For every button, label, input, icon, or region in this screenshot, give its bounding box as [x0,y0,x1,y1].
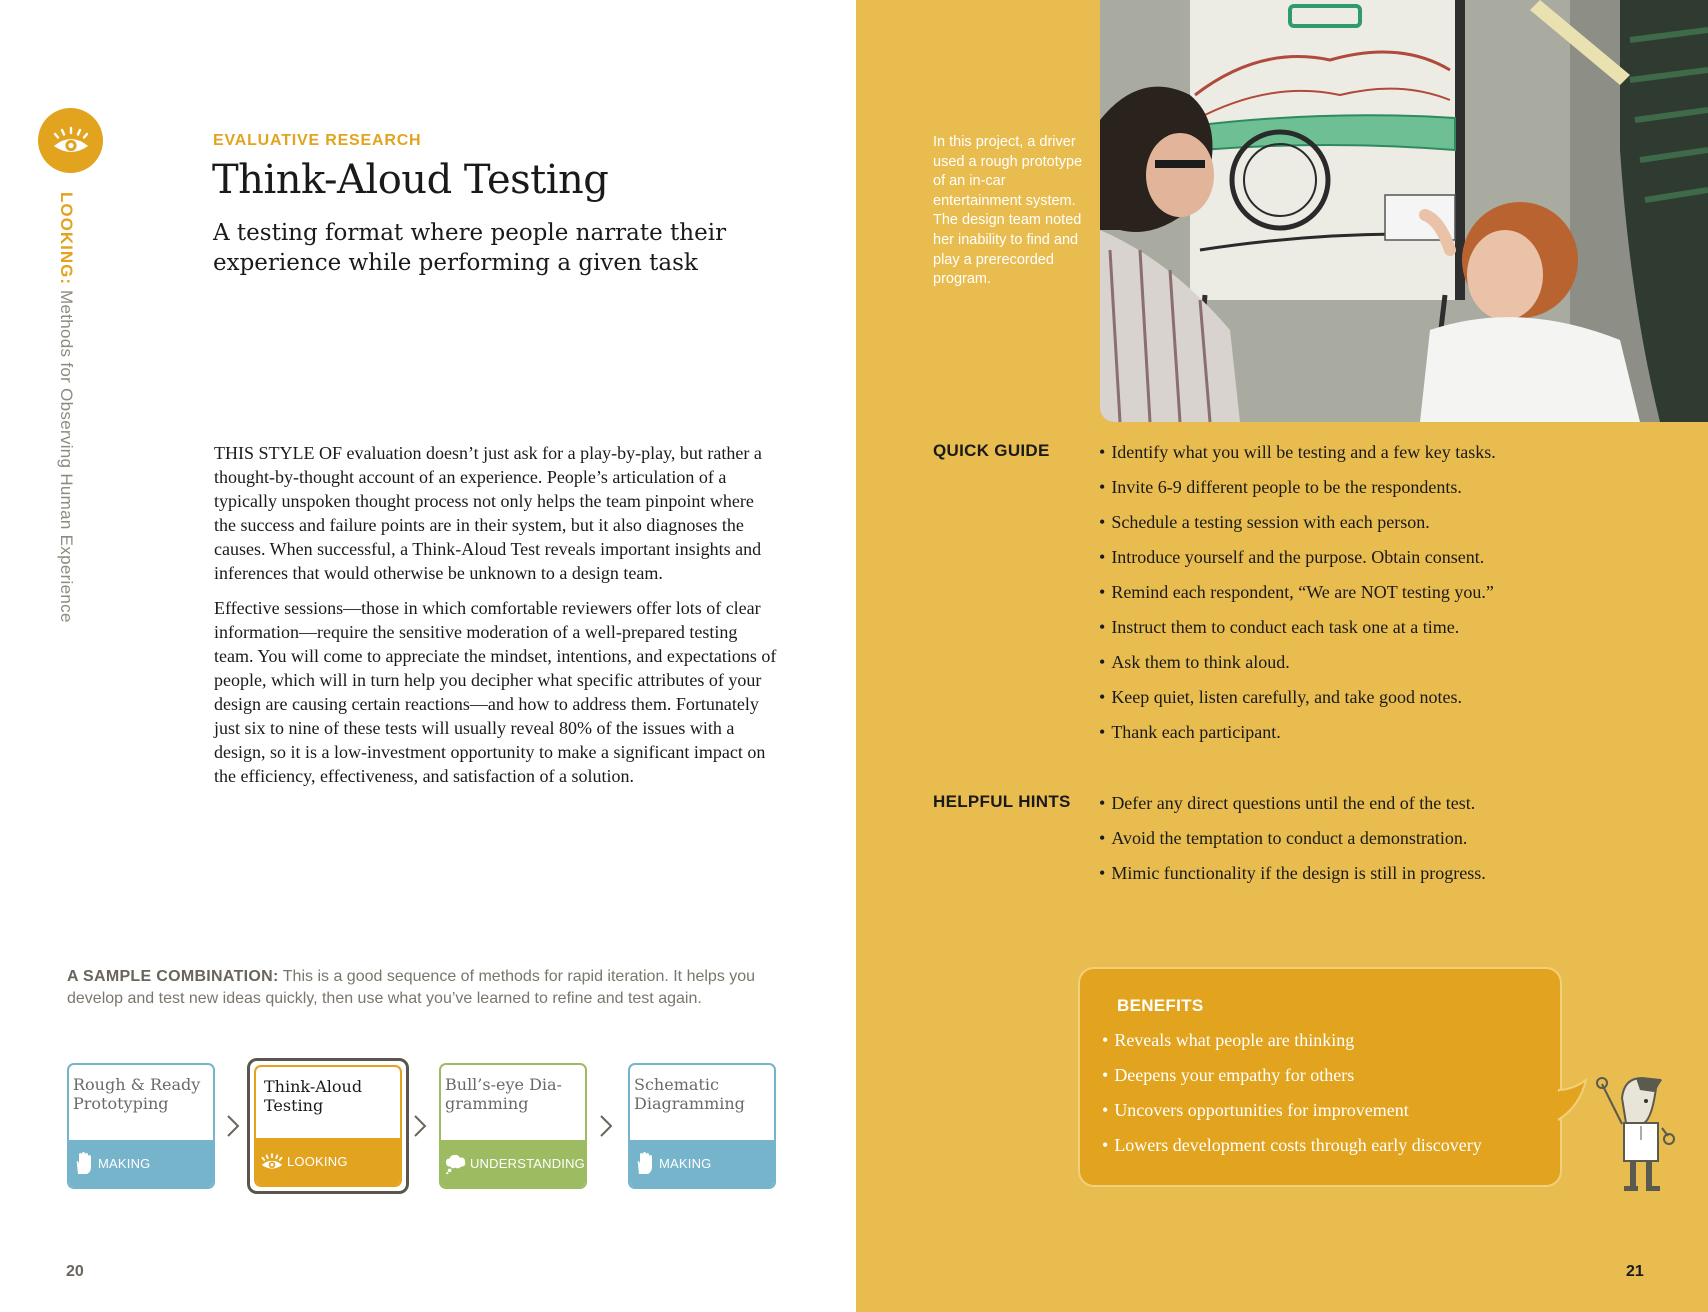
method-card-band [630,1140,774,1187]
list-item: • Instruct them to conduct each task one at a time. [1099,615,1699,650]
thought-bubble-icon [445,1153,467,1175]
list-item: • Introduce yourself and the purpose. Obtain consent. [1099,545,1699,580]
sample-combination-text: This is a good sequence of methods for rapid iteration. It helps you develop and test new ideas quickly, then use what you’ve learned to refine and test again. [67,968,756,1007]
eye-icon [260,1153,284,1171]
method-category-label: MAKING [659,1156,712,1171]
body-paragraph: Effective sessions—those in which comfortable reviewers offer lots of clear information—require the sensitive moderation of a well-prepared testing team. You will come to appreciate the mindset, intentions, and expectations of people, which will in turn help you decipher what specific attributes of your design are causing certain reactions—and how to address them. Fortunately just six to nine of these tests will usually reveal 80% of the issues with a design, so it is a low-investment opportunity to make a significant impact on the efficiency, effectiveness, and satisfaction of a solution. [214,598,777,786]
method-card-think-aloud-testing[interactable] [254,1065,402,1187]
list-item: • Remind each respondent, “We are NOT testing you.” [1099,580,1699,615]
list-item: • Uncovers opportunities for improvement [1102,1098,1482,1133]
eye-icon [51,126,91,156]
method-category-label: UNDERSTANDING [469,1156,585,1171]
sample-combination-lead: A SAMPLE COMBINATION: [67,968,279,985]
looking-badge [38,108,103,173]
chevron-right-icon [224,1113,242,1139]
method-card-schematic-diagramming[interactable] [628,1063,776,1189]
chevron-right-icon [411,1113,429,1139]
side-label-category: LOOKING: [57,192,76,285]
list-item: • Deepens your empathy for others [1102,1063,1482,1098]
benefits-list [1102,1028,1482,1168]
photo-caption: In this project, a driver used a rough prototype of an in-car entertainment system. The design team noted her inability to find and play a prerecorded program. [933,134,1083,288]
list-item: • Schedule a testing session with each person. [1099,510,1699,545]
method-card-title: Think-Aloud Testing [264,1077,363,1115]
body-text [214,441,780,799]
method-card-band [69,1140,213,1187]
method-category-label: LOOKING [287,1154,348,1169]
list-item: • Lowers development costs through early discovery [1102,1133,1482,1168]
list-item: • Avoid the temptation to conduct a demonstration. [1099,826,1699,861]
method-card-bulls-eye-diagramming[interactable] [439,1063,587,1189]
page-number-left: 20 [66,1263,84,1280]
method-category-label: MAKING [98,1156,151,1171]
list-item: • Identify what you will be testing and a few key tasks. [1099,440,1699,475]
method-card-title: Rough & Ready Prototyping [73,1075,201,1113]
quick-guide-list [1099,440,1699,755]
researcher-mascot-icon [1592,1068,1676,1192]
list-item: • Reveals what people are thinking [1102,1028,1482,1063]
helpful-hints-label: HELPFUL HINTS [933,792,1071,811]
eyebrow-label: EVALUATIVE RESEARCH [213,132,422,149]
page-title: Think-Aloud Testing [212,157,609,203]
usability-test-photo [1100,0,1708,422]
hand-icon [73,1152,95,1176]
speech-bubble-tail [1558,1078,1592,1124]
page-subtitle: A testing format where people narrate their experience while performing a given task [213,220,727,276]
benefits-label: BENEFITS [1117,996,1204,1015]
page-number-right: 21 [1626,1263,1644,1280]
benefits-callout [1078,967,1562,1187]
section-side-label [56,192,76,623]
method-card-band [441,1140,585,1187]
sample-combination [67,966,767,1010]
list-item: • Defer any direct questions until the end of the test. [1099,791,1699,826]
helpful-hints-list [1099,791,1699,896]
method-card-title: Bull’s-eye Dia-gramming [445,1075,562,1113]
method-card-title: Schematic Diagramming [634,1075,745,1113]
method-sequence [67,1063,779,1189]
quick-guide-label: QUICK GUIDE [933,441,1050,460]
method-card-band [256,1138,400,1185]
photo-illustration [1100,0,1708,422]
hand-icon [634,1152,656,1176]
list-item: • Thank each participant. [1099,720,1699,755]
side-label-text: Methods for Observing Human Experience [57,290,76,623]
chevron-right-icon [597,1113,615,1139]
body-paragraph: THIS STYLE OF evaluation doesn’t just ask for a play-by-play, but rather a thought-by-thought account of an experience. People’s articulation of a typically unspoken thought process not only helps the team pinpoint where the success and failure points are in their system, but it also diagnoses the causes. When successful, a Think-Aloud Test reveals important insights and inferences that would otherwise be unknown to a design team. [214,443,762,583]
list-item: • Invite 6-9 different people to be the respondents. [1099,475,1699,510]
list-item: • Ask them to think aloud. [1099,650,1699,685]
list-item: • Mimic functionality if the design is still in progress. [1099,861,1699,896]
list-item: • Keep quiet, listen carefully, and take good notes. [1099,685,1699,720]
method-card-rough-ready-prototyping[interactable] [67,1063,215,1189]
